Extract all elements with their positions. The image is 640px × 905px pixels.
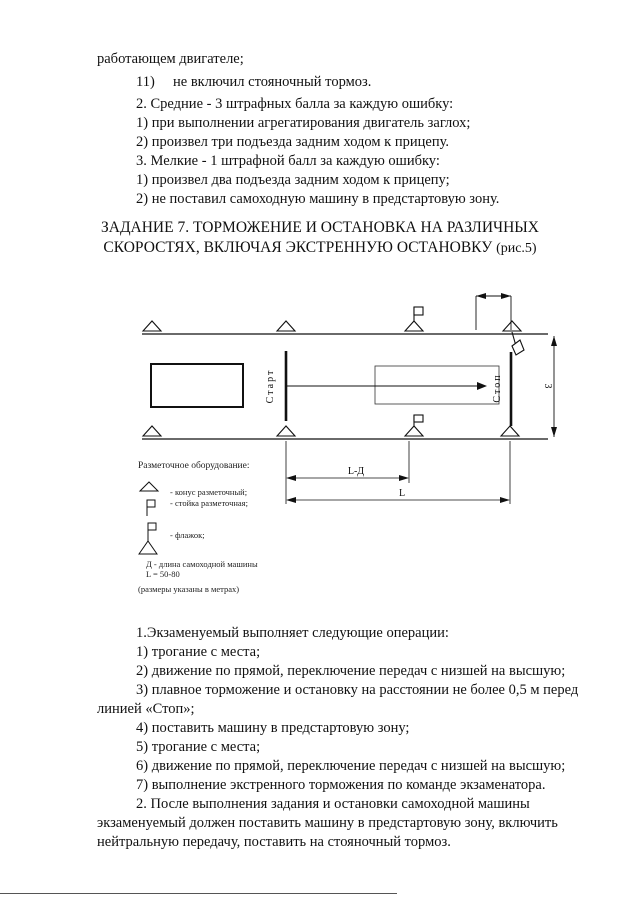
text-line: 2) не поставил самоходную машину в предстартовую зону. <box>136 191 500 207</box>
travel-arrow-head <box>477 382 487 390</box>
text-line: работающем двигателе; <box>97 51 244 67</box>
cone-icon <box>140 482 158 491</box>
text-line: 3. Мелкие - 1 штрафной балл за каждую ошибку: <box>136 153 440 169</box>
flag-icon <box>414 307 423 321</box>
text-line: 5) трогание с места; <box>136 739 261 755</box>
text-line: 2) движение по прямой, переключение передач с низшей на высшую; <box>136 663 566 679</box>
legend-cone-label: - конус разметочный; <box>170 487 248 497</box>
stop-label: Стоп <box>492 373 503 403</box>
list-number: 11) <box>136 74 155 90</box>
text-line: 1) произвел два подъезда задним ходом к прицепу; <box>136 172 450 188</box>
dimension-l-label: L <box>398 488 406 499</box>
legend-note-units: (размеры указаны в метрах) <box>138 584 240 594</box>
text-line: 6) движение по прямой, переключение передач с низшей на высшую; <box>136 758 566 774</box>
cone-icon <box>277 321 295 331</box>
cone-icon <box>501 426 519 436</box>
cone-icon <box>143 426 161 436</box>
heading-figure-ref: (рис.5) <box>496 241 537 256</box>
cone-icon <box>143 321 161 331</box>
text-line: 4) поставить машину в предстартовую зону; <box>136 720 410 736</box>
text-line: 1.Экзаменуемый выполняет следующие операции: <box>136 625 449 641</box>
text-line: экзаменуемый должен поставить машину в предстартовую зону, включить <box>97 815 558 831</box>
cone-icon <box>503 321 521 331</box>
legend-note-l: L = 50-80 <box>146 569 180 579</box>
text-line: 2) произвел три подъезда задним ходом к прицепу. <box>136 134 450 150</box>
text-line: нейтральную передачу, поставить на стояночный тормоз. <box>97 834 451 850</box>
heading-main-text: СКОРОСТЯХ, ВКЛЮЧАЯ ЭКСТРЕННУЮ ОСТАНОВКУ <box>103 239 497 256</box>
section-heading-line-2 <box>0 238 640 259</box>
start-label: Старт <box>265 368 276 404</box>
post-icon <box>147 500 155 516</box>
section-heading-line-1: ЗАДАНИЕ 7. ТОРМОЖЕНИЕ И ОСТАНОВКА НА РАЗЛИЧНЫХ <box>101 219 539 236</box>
text-line: линией «Стоп»; <box>97 701 195 717</box>
legend-title: Разметочное оборудование: <box>138 461 250 471</box>
text-line: не включил стояночный тормоз. <box>173 74 372 90</box>
dimension-l-minus-d-label: L-Д <box>347 466 365 477</box>
text-line: 2. Средние - 3 штрафных балла за каждую ошибку: <box>136 96 454 112</box>
cone-icon <box>405 426 423 436</box>
width-label: З <box>542 383 553 389</box>
text-line: 1) трогание с места; <box>136 644 261 660</box>
track-diagram <box>0 280 640 610</box>
legend-flag-label: - флажок; <box>170 530 205 540</box>
text-line: 2. После выполнения задания и остановки самоходной машины <box>136 796 530 812</box>
text-line: 3) плавное торможение и остановку на расстоянии не более 0,5 м перед <box>136 682 579 698</box>
cone-icon <box>277 426 295 436</box>
flag-icon <box>512 332 524 355</box>
machine-rectangle <box>151 364 243 407</box>
flag-icon <box>414 415 423 426</box>
footer-rule <box>0 893 397 894</box>
legend-note-d: Д - длина самоходной машины <box>146 559 258 569</box>
text-line: 1) при выполнении агрегатирования двигатель заглох; <box>136 115 471 131</box>
legend-post-label: - стойка разметочная; <box>170 498 248 508</box>
cone-icon <box>405 321 423 331</box>
text-line: 7) выполнение экстренного торможения по команде экзаменатора. <box>136 777 546 793</box>
flag-legend-icon <box>139 523 157 554</box>
